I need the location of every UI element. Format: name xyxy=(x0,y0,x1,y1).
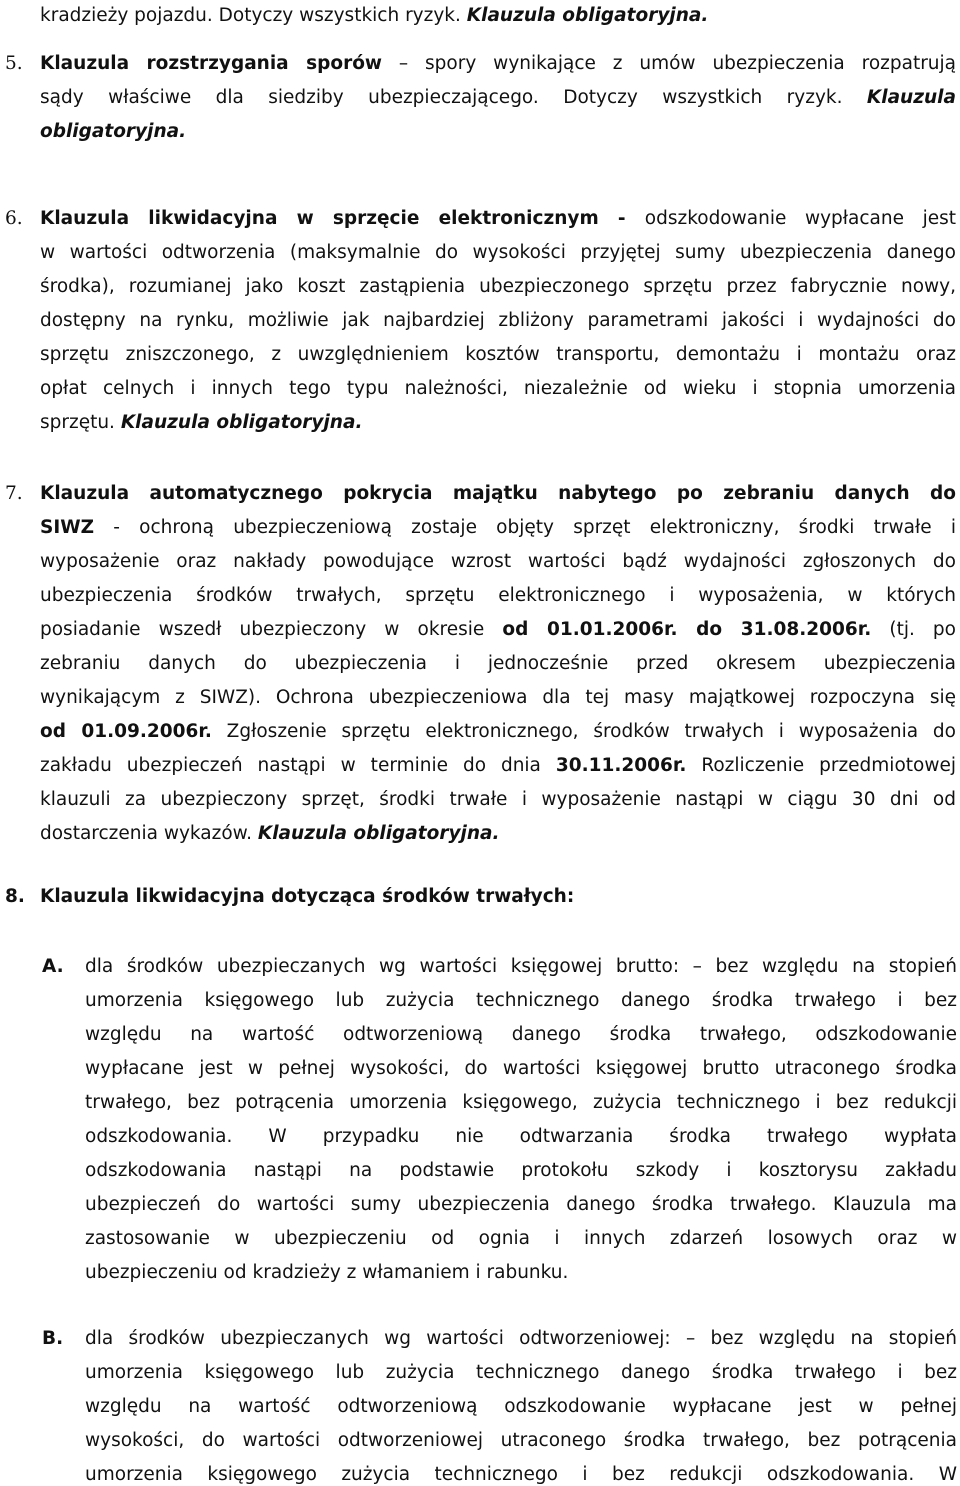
text-line: obligatoryjna. xyxy=(40,121,187,142)
text-line: odszkodowania. W przypadku nie odtwarzania środka trwałego wypłata xyxy=(85,1126,957,1147)
text-line: względu na wartość odtworzeniową odszkodowanie wypłacane jest w pełnej xyxy=(85,1396,957,1417)
text-line: zastosowanie w ubezpieczeniu od ognia i innych zdarzeń losowych oraz w xyxy=(85,1228,957,1249)
clause-6-heading: Klauzula likwidacyjna w sprzęcie elektronicznym - odszkodowanie wypłacane jest xyxy=(40,208,956,229)
text-line: wysokości, do wartości odtworzeniowej utraconego środka trwałego, bez potrącenia xyxy=(85,1430,957,1451)
text-line: sądy właściwe dla siedziby ubezpieczającego. Dotyczy wszystkich ryzyk. Klauzula xyxy=(40,87,956,108)
clause-7-heading: Klauzula automatycznego pokrycia majątku nabytego po zebraniu danych do xyxy=(40,483,956,504)
text-line: umorzenia księgowego lub zużycia technicznego danego środka trwałego i bez xyxy=(85,1362,957,1383)
text-line: ubezpieczeń do wartości sumy ubezpieczenia danego środka trwałego. Klauzula ma xyxy=(85,1194,957,1215)
text-line: dostarczenia wykazów. Klauzula obligatoryjna. xyxy=(40,823,500,844)
text-line: środka), rozumianej jako koszt zastąpienia ubezpieczonego sprzętu przez fabrycznie nowy, xyxy=(40,276,956,297)
text-line: trwałego, bez potrącenia umorzenia księgowego, zużycia technicznego i bez redukcji xyxy=(85,1092,957,1113)
text-line: ubezpieczeniu od kradzieży z włamaniem i rabunku. xyxy=(85,1262,569,1283)
subclause-letter: A. xyxy=(42,956,64,977)
text-line: umorzenia księgowego lub zużycia technicznego danego środka trwałego i bez xyxy=(85,990,957,1011)
text-line: wypłacane jest w pełnej wysokości, do wartości księgowej brutto utraconego środka xyxy=(85,1058,957,1079)
text-line: umorzenia księgowego zużycia technicznego i bez redukcji odszkodowania. W xyxy=(85,1464,957,1485)
text-line: dla środków ubezpieczanych wg wartości księgowej brutto: – bez względu na stopień xyxy=(85,956,957,977)
text-line: sprzętu. Klauzula obligatoryjna. xyxy=(40,412,363,433)
clause-number: 5. xyxy=(5,53,23,74)
text-line: wyposażenie oraz nakłady powodujące wzrost wartości bądź wydajności zgłoszonych do xyxy=(40,551,956,572)
clause-number: 6. xyxy=(5,208,23,229)
text-line: SIWZ - ochroną ubezpieczeniową zostaje objęty sprzęt elektroniczny, środki trwałe i xyxy=(40,517,956,538)
text-line: zebraniu danych do ubezpieczenia i jednocześnie przed okresem ubezpieczenia xyxy=(40,653,956,674)
text-line: w wartości odtworzenia (maksymalnie do wysokości przyjętej sumy ubezpieczenia danego xyxy=(40,242,956,263)
clause-8-heading: Klauzula likwidacyjna dotycząca środków trwałych: xyxy=(40,886,575,907)
text-line: posiadanie wszedł ubezpieczony w okresie od 01.01.2006r. do 31.08.2006r. (tj. po xyxy=(40,619,956,640)
clause-number: 7. xyxy=(5,483,23,504)
text-line: dostępny na rynku, możliwie jak najbardziej zbliżony parametrami jakości i wydajności do xyxy=(40,310,956,331)
text-line: od 01.09.2006r. Zgłoszenie sprzętu elektronicznego, środków trwałych i wyposażenia do xyxy=(40,721,956,742)
subclause-letter: B. xyxy=(42,1328,64,1349)
clause-number: 8. xyxy=(5,886,25,907)
text-line: dla środków ubezpieczanych wg wartości odtworzeniowej: – bez względu na stopień xyxy=(85,1328,957,1349)
text-line: ubezpieczenia środków trwałych, sprzętu elektronicznego i wyposażenia, w których xyxy=(40,585,956,606)
text-line: klauzuli za ubezpieczony sprzęt, środki trwałe i wyposażenie nastąpi w ciągu 30 dni od xyxy=(40,789,956,810)
text-line: opłat celnych i innych tego typu należności, niezależnie od wieku i stopnia umorzenia xyxy=(40,378,956,399)
text-line: zakładu ubezpieczeń nastąpi w terminie do dnia 30.11.2006r. Rozliczenie przedmiotowej xyxy=(40,755,956,776)
text-line: odszkodowania nastąpi na podstawie protokołu szkody i kosztorysu zakładu xyxy=(85,1160,957,1181)
text-line: kradzieży pojazdu. Dotyczy wszystkich ryzyk. Klauzula obligatoryjna. xyxy=(40,5,709,26)
text-line: wynikającym z SIWZ). Ochrona ubezpieczeniowa dla tej masy majątkowej rozpoczyna się xyxy=(40,687,956,708)
text-line: sprzętu zniszczonego, z uwzględnieniem kosztów transportu, demontażu i montażu oraz xyxy=(40,344,956,365)
clause-5-heading: Klauzula rozstrzygania sporów – spory wynikające z umów ubezpieczenia rozpatrują xyxy=(40,53,956,74)
text-line: względu na wartość odtworzeniową danego środka trwałego, odszkodowanie xyxy=(85,1024,957,1045)
